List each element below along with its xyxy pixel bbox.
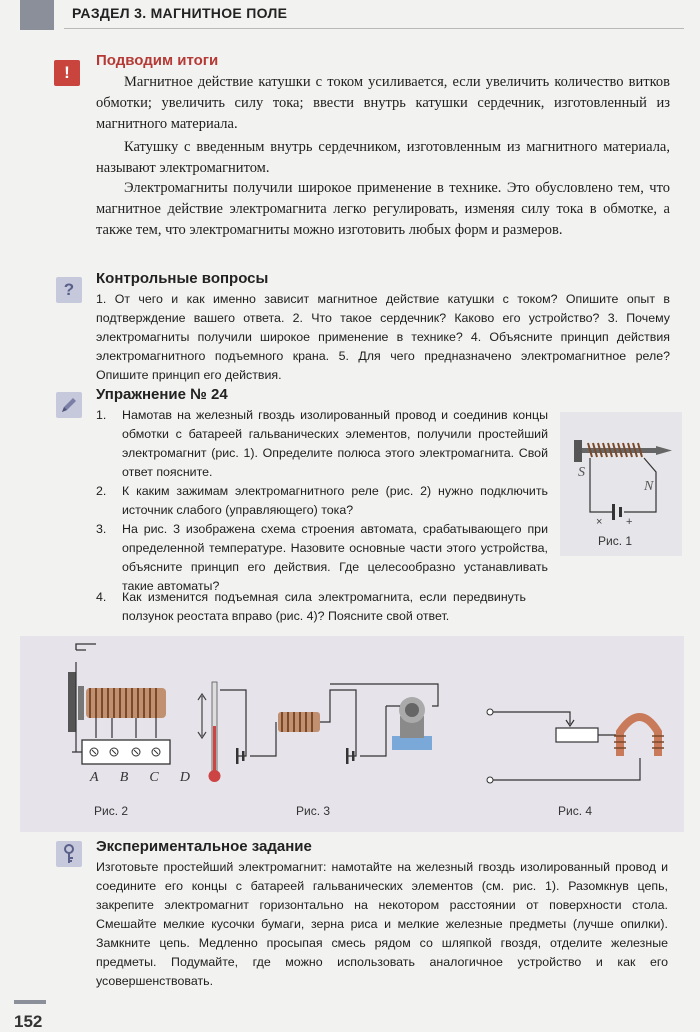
- header-tab-marker: [20, 0, 54, 30]
- fig3-caption: Рис. 3: [296, 804, 331, 818]
- exercise-item-text: К каким зажимам электромагнитного реле (рис. 2) нужно подключить источник слабого (управляющего) тока?: [122, 484, 548, 517]
- terminal-label-c: C: [149, 770, 159, 785]
- experiment-text: Изготовьте простейший электромагнит: намотайте на железный гвоздь изолированный провод и соедините его концы с батареей гальванических элементов (см. рис. 1). Разомкнув цепь, закрепите электромагнит горизонтально на некотором расстоянии от поверхности стола. Смешайте мелкие кусочки бумаги, зерна риса и мелкие железные предметы (лучше опилки). Замкните цепь. Медленно просыпая смесь рядом со шляпкой гвоздя, отделите железные предметы. Подумайте, где можно использовать аналогичное устройство и как его усовершенствовать.: [96, 860, 668, 988]
- exercise-item: [96, 406, 548, 482]
- fig1-pole-right: N: [644, 479, 654, 494]
- exercise-item-number: 1.: [96, 408, 107, 422]
- exercise-item-number: 2.: [96, 484, 107, 498]
- terminal-label-a: A: [90, 770, 99, 785]
- page-number-marker: [14, 1000, 46, 1004]
- questions-text: 1. От чего и как именно зависит магнитное действие катушки с током? Опишите опыт в подтверждение вашего ответа. 2. Что такое сердечник? Каково его устройство? 3. Почему электромагниты получили широкое применение в технике? 4. Объясните принцип действия электромагнитного подъемного крана. 5. Для чего предназначено электромагнитное реле? Опишите принцип его действия.: [96, 292, 670, 382]
- terminal-label-d: D: [179, 770, 190, 785]
- exclamation-icon: !: [54, 60, 80, 86]
- figure-1: [560, 412, 682, 556]
- summary-paragraph-1: Магнитное действие катушки с током усиливается, если увеличить количество витков обмотки; увеличить силу тока; ввести внутрь катушки сердечник, изготовленный из магнитного материала.: [96, 74, 670, 132]
- summary-paragraph-3: Электромагниты получили широкое применение в технике. Это обусловлено тем, что магнитное действие электромагнита легко регулировать, изменяя силу тока в обмотке, а также тем, что электромагниты можно изготовить любых форм и размеров.: [96, 180, 670, 238]
- summary-paragraph-2: Катушку с введенным внутрь сердечником, изготовленным из магнитного материала, называют электромагнитом.: [96, 139, 670, 176]
- exercise-item-text: На рис. 3 изображена схема строения автомата, срабатывающего при определенной температуре. Назовите основные части этого устройства, объясните принцип его действия. Где целесообразно устанавливать такие автоматы?: [122, 522, 548, 593]
- questions-title: Контрольные вопросы: [96, 270, 269, 287]
- question-icon: ?: [56, 277, 82, 303]
- header-divider: [64, 28, 684, 29]
- fig1-plus-sign: +: [626, 516, 633, 528]
- relay-terminal-labels: [90, 770, 190, 786]
- summary-title: Подводим итоги: [96, 52, 219, 69]
- rheostat-electromagnet-diagram: [480, 696, 680, 796]
- exercise-item: [96, 520, 548, 593]
- figures-strip: [20, 636, 684, 832]
- terminal-label-b: B: [119, 770, 129, 785]
- pencil-icon: [56, 392, 82, 418]
- fig1-pole-left: S: [578, 465, 585, 480]
- exercise-title: Упражнение № 24: [96, 386, 228, 403]
- fig2-caption: Рис. 2: [94, 804, 129, 818]
- automatic-switch-diagram: [196, 676, 446, 796]
- key-icon: [56, 841, 82, 867]
- fig1-minus-sign: ×: [596, 516, 603, 528]
- exercise-item-text: Намотав на железный гвоздь изолированный провод и соединив концы обмотки с батареей гальванических элементов, получили простейший электромагнит (рис. 1). Определите полюса этого электромагнита. Свой ответ поясните.: [122, 408, 548, 479]
- exercise-item: [96, 482, 548, 520]
- fig1-caption: Рис. 1: [598, 534, 633, 548]
- experiment-title: Экспериментальное задание: [96, 838, 312, 855]
- exercise-item-number: 3.: [96, 522, 107, 536]
- fig4-caption: Рис. 4: [558, 804, 593, 818]
- section-title: РАЗДЕЛ 3. МАГНИТНОЕ ПОЛЕ: [72, 5, 288, 21]
- page-number: 152: [14, 1012, 43, 1031]
- exercise-item-text: Как изменится подъемная сила электромагнита, если передвинуть ползунок реостата вправо (рис. 4)? Поясните свой ответ.: [122, 590, 526, 623]
- exercise-item: [96, 588, 526, 626]
- exercise-item-number: 4.: [96, 590, 107, 604]
